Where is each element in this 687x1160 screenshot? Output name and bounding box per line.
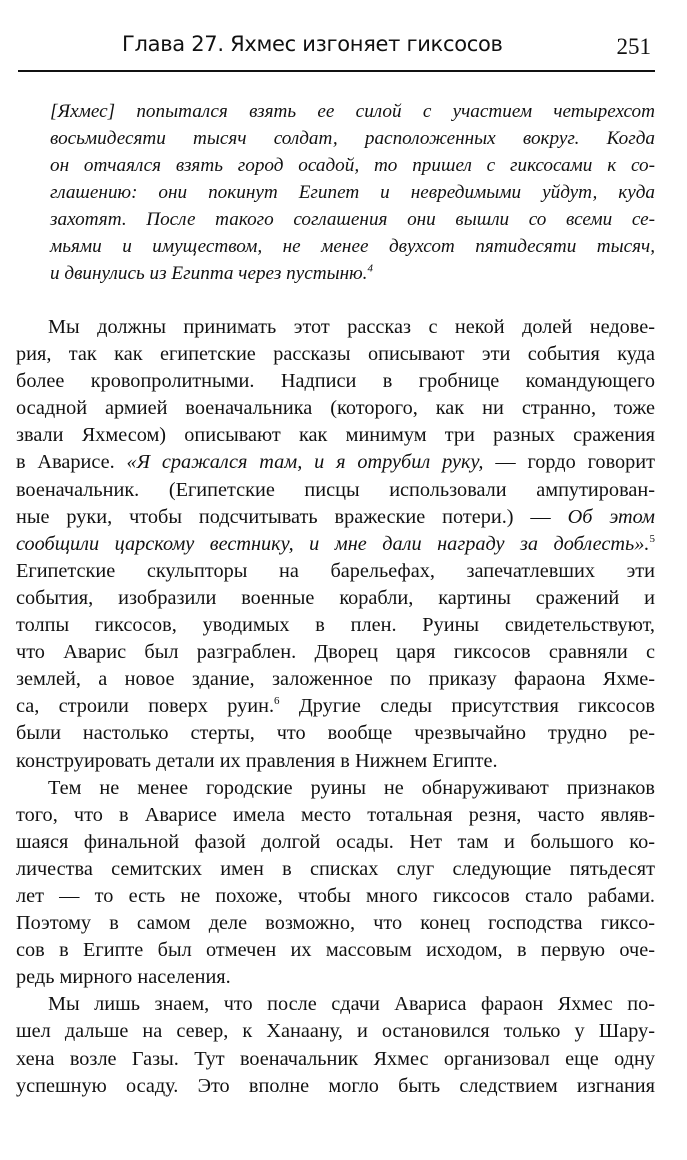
text-segment: более кровопролитными. Надписи в гробнице командующего [16, 370, 655, 393]
paragraph [16, 775, 655, 992]
text-line [16, 341, 655, 368]
text-line [16, 883, 655, 910]
text-segment: хена возле Газы. Тут военачальник Яхмес организовал еще одну [16, 1047, 655, 1070]
text-segment: сов в Египте был отмечен их массовым исходом, в первую оче- [16, 939, 655, 962]
text-line [16, 991, 655, 1018]
text-segment: личества семитских имен в списках слуг следующие пятьдесят [16, 857, 655, 880]
text-segment: са, строили поверх руин. [16, 695, 275, 718]
text-segment: успешную осаду. Это вполне могло быть следствием изгнания [16, 1074, 655, 1097]
text-line [16, 829, 655, 856]
text-segment: толпы гиксосов, уводимых в плен. Руины свидетельствуют, [16, 614, 655, 637]
text-segment: шаяся финальной фазой долгой осады. Нет там и большого ко- [16, 830, 655, 853]
quote-line-text: захотят. После такого соглашения они вышли со всеми се- [50, 209, 655, 230]
block-quote [50, 98, 655, 287]
quote-line-text: [Яхмес] попытался взять ее силой с участием четырехсот [50, 101, 655, 122]
text-line [16, 639, 655, 666]
text-segment: Тем не менее городские руины не обнаруживают признаков [48, 776, 655, 799]
text-line [16, 748, 655, 775]
quote-line [50, 206, 655, 233]
quote-line [50, 233, 655, 260]
text-segment: землей, а новое здание, заложенное по приказу фараона Яхме- [16, 668, 655, 691]
text-segment: военачальник. (Египетские писцы использовали ампутирован- [16, 478, 655, 501]
text-line [16, 937, 655, 964]
body-text [16, 314, 655, 1100]
text-segment: того, что в Аварисе имела место тотальная резня, часто являв- [16, 803, 655, 826]
text-line [16, 449, 655, 476]
text-line [16, 504, 655, 531]
text-line [16, 314, 655, 341]
text-line [16, 1046, 655, 1073]
text-segment: конструировать детали их правления в Нижнем Египте. [16, 749, 498, 772]
text-segment: Египетские скульпторы на барельефах, запечатлевших эти [16, 559, 655, 582]
text-segment: — гордо говорит [483, 451, 656, 474]
text-line [16, 775, 655, 802]
text-segment: Мы лишь знаем, что после сдачи Авариса фараон Яхмес по- [48, 993, 655, 1016]
text-line [16, 856, 655, 883]
text-segment: Поэтому в самом деле возможно, что конец господства гиксо- [16, 912, 655, 935]
quoted-text: сообщили царскому вестнику, и мне дали награду за доблесть». [16, 532, 650, 555]
paragraph [16, 314, 655, 775]
text-line [16, 477, 655, 504]
text-line [16, 666, 655, 693]
text-segment: звали Яхмесом) описывают как минимум три разных сражения [16, 424, 655, 447]
quoted-text: Об этом [567, 505, 655, 528]
header-rule [18, 70, 655, 72]
text-segment: что Аварис был разграблен. Дворец царя гиксосов сравняли с [16, 641, 655, 664]
text-segment: были настолько стерты, что вообще чрезвычайно трудно ре- [16, 722, 655, 745]
quote-line [50, 125, 655, 152]
running-head [18, 30, 655, 64]
text-segment: рия, так как египетские рассказы описывают эти события куда [16, 343, 655, 366]
text-segment: в Аварисе. [16, 451, 127, 474]
text-line [16, 964, 655, 991]
text-segment: Другие следы присутствия гиксосов [279, 695, 656, 718]
text-segment: редь мирного населения. [16, 966, 231, 989]
quote-line [50, 152, 655, 179]
page-number: 251 [616, 34, 651, 59]
text-segment: лет — то есть не похоже, чтобы много гиксосов стало рабами. [16, 884, 655, 907]
text-segment: шел дальше на север, к Ханаану, и остановился только у Шару- [16, 1020, 655, 1043]
text-line [16, 612, 655, 639]
text-segment: события, изобразили военные корабли, картины сражений и [16, 586, 655, 609]
text-segment: ные руки, чтобы подсчитывать вражеские потери.) — [16, 505, 568, 528]
quote-line-text: и двинулись из Египта через пустыню. [50, 263, 368, 284]
text-line [16, 1073, 655, 1100]
quote-line-text: восьмидесяти тысяч солдат, расположенных вокруг. Когда [50, 128, 655, 149]
text-line [16, 910, 655, 937]
quote-line-text: глашению: они покинут Египет и невредимыми уйдут, куда [50, 182, 655, 203]
footnote-marker[interactable]: 4 [367, 262, 373, 275]
paragraph [16, 991, 655, 1099]
quote-line [50, 98, 655, 125]
quote-line [50, 179, 655, 206]
footnote-marker[interactable]: 5 [649, 532, 655, 545]
quote-line-text: мьями и имуществом, не менее двухсот пятидесяти тысяч, [50, 236, 655, 257]
running-title: Глава 27. Яхмес изгоняет гиксосов [122, 32, 503, 56]
text-segment: осадной армией военачальника (которого, как ни странно, тоже [16, 397, 655, 420]
quote-line-text: он отчаялся взять город осадой, то пришел с гиксосами к со- [50, 155, 655, 176]
text-line [16, 693, 655, 720]
text-line [16, 720, 655, 747]
quoted-text: «Я сражался там, и я отрубил руку, [126, 451, 484, 474]
text-line [16, 558, 655, 585]
text-line [16, 368, 655, 395]
quote-line [50, 260, 655, 287]
text-line [16, 585, 655, 612]
footnote-marker[interactable]: 6 [274, 695, 280, 708]
text-line [16, 422, 655, 449]
text-line [16, 395, 655, 422]
text-line [16, 531, 655, 558]
text-line [16, 1018, 655, 1045]
text-segment: Мы должны принимать этот рассказ с некой долей недове- [48, 316, 655, 338]
text-line [16, 802, 655, 829]
